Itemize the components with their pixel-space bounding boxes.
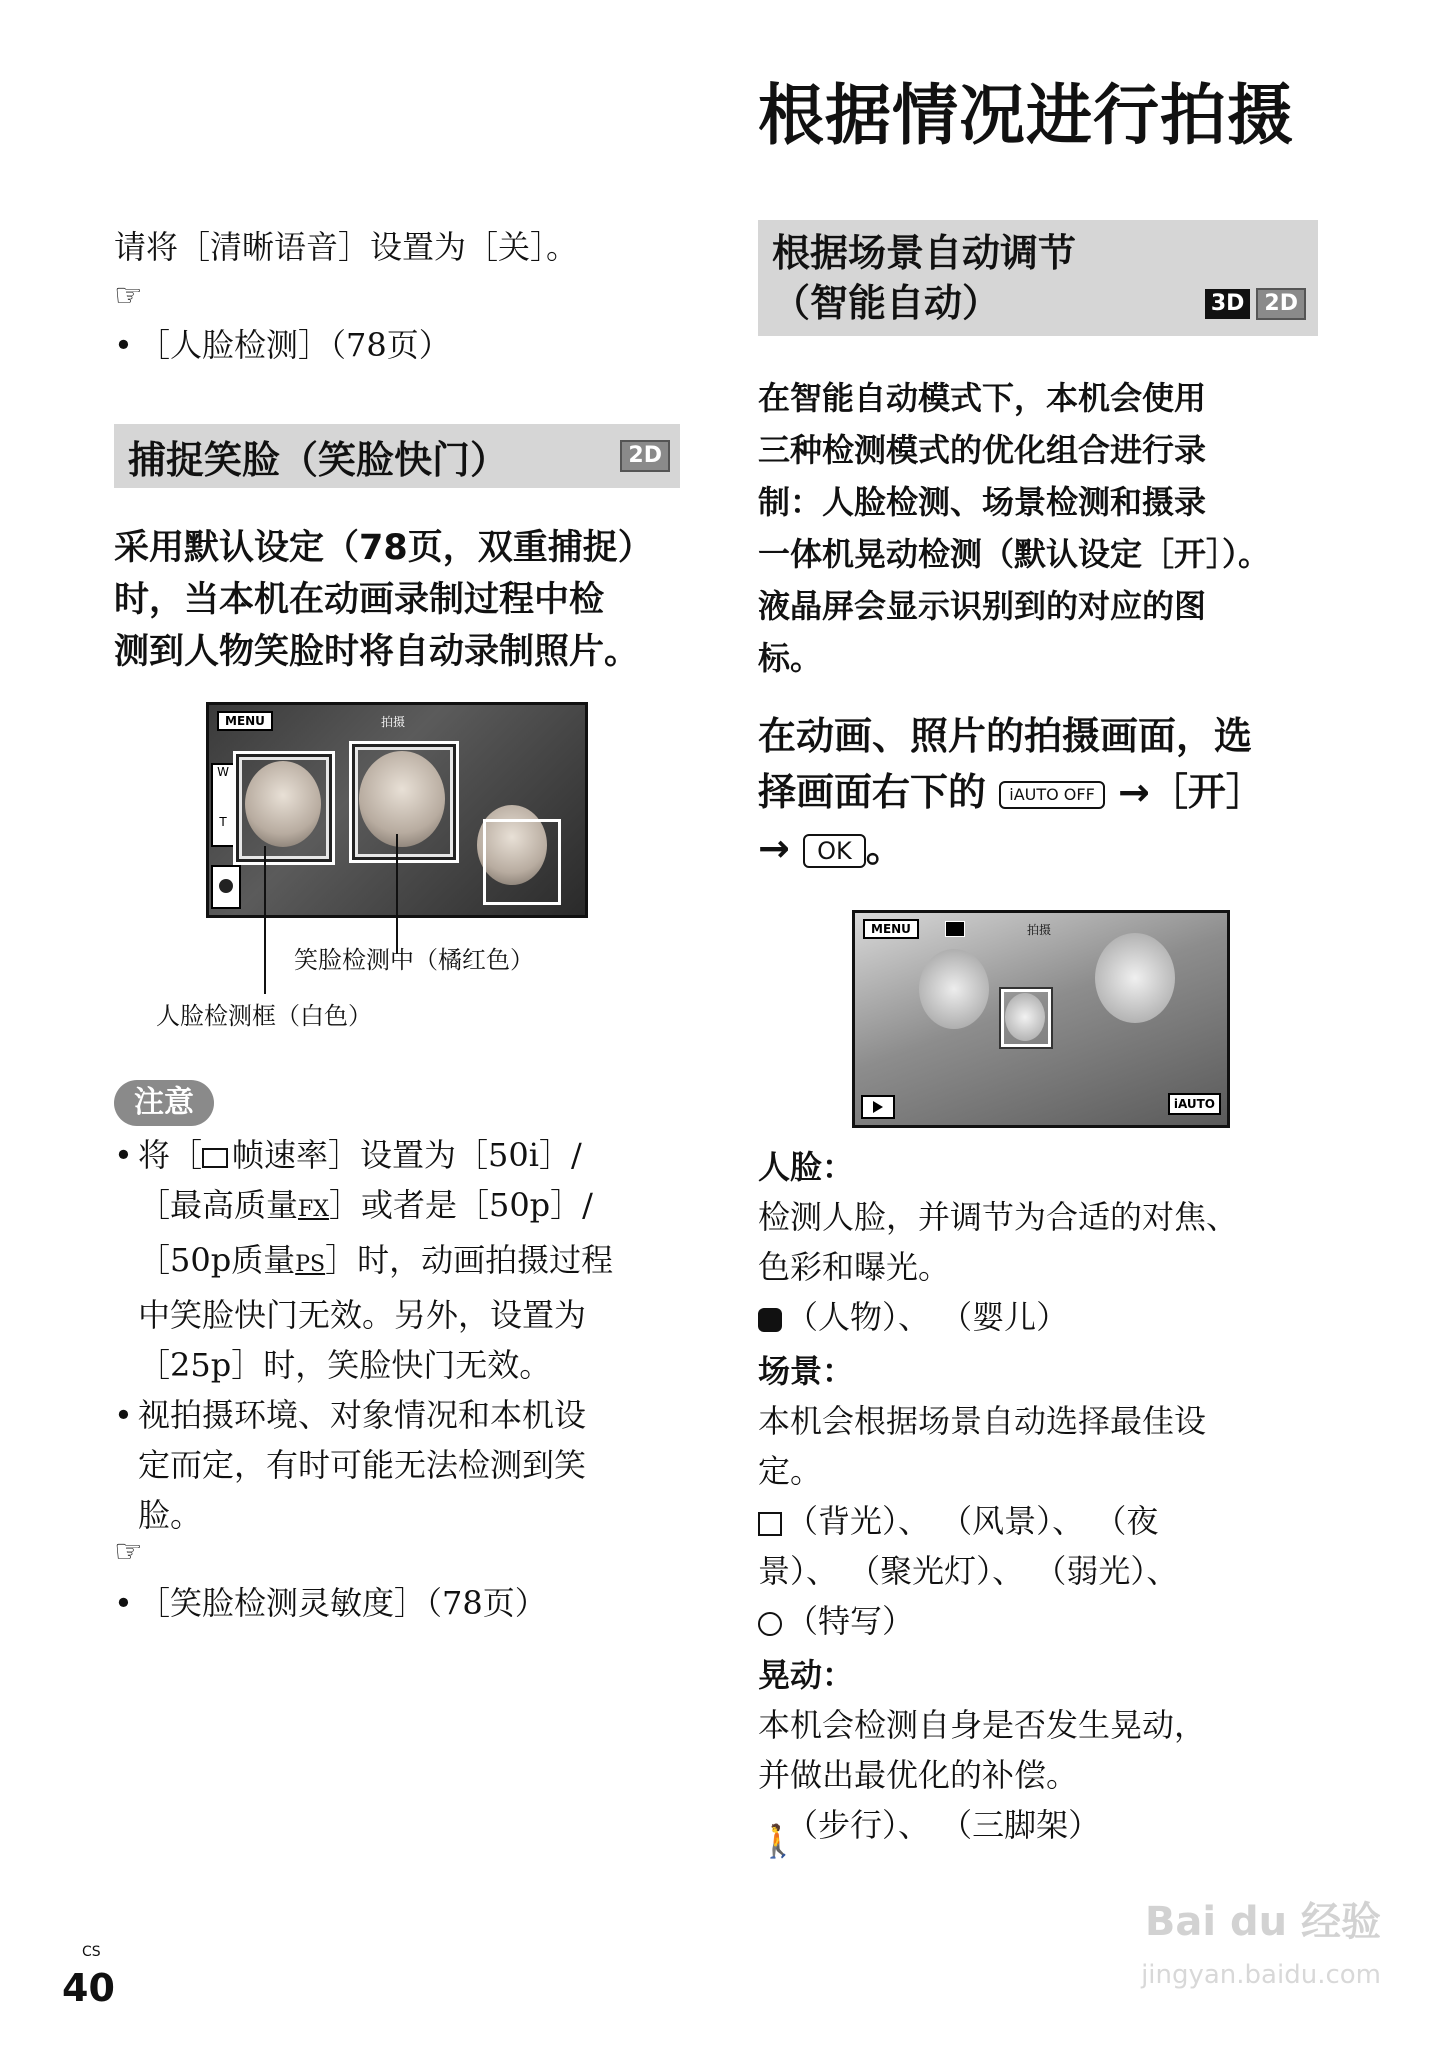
iauto-button[interactable]: iAUTO <box>1168 1093 1221 1115</box>
list-item-continued <box>114 1440 680 1490</box>
ref-link-face-detect[interactable]: ［人脸检测］（78页） <box>138 326 451 364</box>
adult-face <box>919 949 989 1029</box>
scene-icons-text: （背光）、 （风景）、 （夜 <box>786 1502 1159 1540</box>
reference-hand-icon: ☞ <box>114 1532 143 1570</box>
ps-quality-icon: PS <box>295 1252 326 1277</box>
face-icons-text: （人物）、 （婴儿） <box>786 1298 1069 1336</box>
callout-smile-detecting: 笑脸检测中（橘红色） <box>294 946 534 974</box>
person-scene-icon <box>945 921 965 937</box>
paragraph-line: 一体机晃动检测（默认设定［开］）。 <box>758 535 1271 573</box>
step-text: 择画面右下的 <box>758 770 987 814</box>
play-icon <box>873 1101 883 1113</box>
list-item-continued <box>114 1490 680 1540</box>
page-number: 40 <box>62 1966 115 2010</box>
note-text: 帧速率］设置为［50i］/ <box>232 1136 582 1174</box>
scene-icons-line <box>758 1496 1318 1546</box>
note-badge: 注意 <box>114 1080 214 1126</box>
note-text: ［最高质量 <box>138 1186 299 1224</box>
section-title: 根据场景自动调节 <box>772 231 1077 275</box>
face-mode-text: 检测人脸，并调节为合适的对焦、 <box>758 1198 1239 1236</box>
smile-shutter-description <box>114 522 680 678</box>
paragraph-line: 三种检测模式的优化组合进行录 <box>758 431 1207 469</box>
scene-icons-line: 景）、 （聚光灯）、 （弱光）、 <box>758 1552 1179 1590</box>
note-text: ［25p］时，笑脸快门无效。 <box>138 1346 552 1384</box>
callout-line-orange <box>396 834 398 954</box>
list-item-continued <box>114 1290 680 1340</box>
step-text: 。 <box>865 826 904 870</box>
step-line <box>758 764 1318 820</box>
list-item-continued <box>114 1340 680 1390</box>
face-detect-frame <box>233 751 335 865</box>
list-item: • 视拍摄环境、对象情况和本机设 <box>114 1390 680 1440</box>
note-text: ］或者是［50p］/ <box>328 1186 593 1224</box>
section-subtitle: （智能自动） <box>772 281 1001 325</box>
face-detect-frame <box>1001 989 1051 1047</box>
zoom-slider[interactable] <box>211 763 235 847</box>
scene-icons-line <box>758 1596 1318 1646</box>
scene-mode-text: 本机会根据场景自动选择最佳设 <box>758 1402 1207 1440</box>
detection-modes <box>758 1142 1318 1860</box>
shoot-label: 拍摄 <box>1027 923 1052 937</box>
page-language-code: CS <box>82 1944 101 1960</box>
menu-button[interactable]: MENU <box>863 919 919 939</box>
paragraph-line: 测到人物笑脸时将自动录制照片。 <box>114 632 640 672</box>
paragraph-line: 在智能自动模式下，本机会使用 <box>758 379 1207 417</box>
scene-mode-text: 定。 <box>758 1452 823 1490</box>
zoom-wide-label: W <box>217 765 229 779</box>
shoot-label: 拍摄 <box>381 715 406 729</box>
walking-icon: 🚶 <box>758 1821 798 1860</box>
face-mode-icons <box>758 1292 1318 1342</box>
arrow-icon: → <box>758 826 790 870</box>
scene-icons-text: （特写） <box>786 1602 915 1640</box>
section-header-smile-shutter <box>114 424 680 488</box>
fx-quality-icon: FX <box>298 1197 329 1222</box>
record-dot-icon <box>219 879 233 893</box>
notes-list <box>114 1130 680 1540</box>
shake-mode-text: 本机会检测自身是否发生晃动， <box>758 1706 1207 1744</box>
playback-button[interactable] <box>861 1095 895 1119</box>
backlight-icon <box>758 1512 782 1536</box>
mode-2d-badge: 2D <box>620 440 670 472</box>
baidu-watermark-logo: Bai du 经验 <box>1144 1899 1381 1945</box>
instruction-step <box>758 708 1318 876</box>
paragraph-line: 标。 <box>758 639 823 677</box>
shake-icons-text: （步行）、 （三脚架） <box>786 1806 1101 1844</box>
scene-mode-heading: 场景： <box>758 1352 855 1390</box>
section-title: 捕捉笑脸（笑脸快门） <box>128 437 509 482</box>
list-item: • ［人脸检测］（78页） <box>114 320 680 370</box>
step-text: →［开］ <box>1118 770 1264 814</box>
callout-face-frame: 人脸检测框（白色） <box>156 1002 372 1030</box>
iauto-off-button[interactable]: iAUTO OFF <box>999 781 1105 809</box>
paragraph-line: 采用默认设定（78页，双重捕捉） <box>114 528 653 568</box>
frame-rate-icon <box>202 1148 228 1168</box>
list-item: • ［笑脸检测灵敏度］（78页） <box>114 1578 680 1628</box>
face-mode-heading: 人脸： <box>758 1148 855 1186</box>
shake-mode-heading: 晃动： <box>758 1656 855 1694</box>
note-text: ［50p质量 <box>138 1241 296 1279</box>
list-item-continued <box>114 1180 680 1235</box>
macro-icon <box>758 1612 782 1636</box>
mode-2d-badge: 2D <box>1256 288 1306 320</box>
shake-icons-line <box>758 1800 1318 1860</box>
intelligent-auto-description <box>758 372 1318 684</box>
camera-screen-family-example <box>852 910 1230 1128</box>
section-header-intelligent-auto <box>758 220 1318 336</box>
note-text: 视拍摄环境、对象情况和本机设 <box>138 1396 587 1434</box>
step-line: 在动画、照片的拍摄画面，选 <box>758 714 1253 758</box>
ref-link-smile-sensitivity[interactable]: ［笑脸检测灵敏度］（78页） <box>138 1584 547 1622</box>
note-text: 脸。 <box>138 1496 203 1534</box>
mode-3d-badge: 3D <box>1205 289 1251 319</box>
record-button[interactable] <box>211 865 241 909</box>
note-text: 定而定，有时可能无法检测到笑 <box>138 1446 587 1484</box>
shake-mode-text: 并做出最优化的补偿。 <box>758 1756 1079 1794</box>
callout-line-white <box>264 846 266 994</box>
paragraph-line: 时，当本机在动画录制过程中检 <box>114 580 605 620</box>
zoom-tele-label: T <box>219 815 227 829</box>
baidu-watermark-url: jingyan.baidu.com <box>1141 1960 1381 1990</box>
ok-button[interactable]: OK <box>803 834 866 868</box>
face-detect-frame <box>349 741 459 863</box>
note-text: ］时，动画拍摄过程 <box>325 1241 614 1279</box>
menu-button[interactable]: MENU <box>217 711 273 731</box>
portrait-icon <box>758 1308 782 1332</box>
page-title: 根据情况进行拍摄 <box>758 77 1294 154</box>
list-item-continued <box>114 1235 680 1290</box>
paragraph-line: 制：人脸检测、场景检测和摄录 <box>758 483 1207 521</box>
list-item: • 将［ 帧速率］设置为［50i］/ <box>114 1136 582 1174</box>
note-text: 中笑脸快门无效。另外，设置为 <box>138 1296 587 1334</box>
adult-face <box>1095 933 1175 1023</box>
note-text: 将［ <box>138 1136 203 1174</box>
face-mode-text: 色彩和曝光。 <box>758 1248 951 1286</box>
paragraph-line: 液晶屏会显示识别到的对应的图 <box>758 587 1207 625</box>
reference-hand-icon: ☞ <box>114 276 143 314</box>
face-detect-frame <box>483 819 561 905</box>
intro-line: 请将［清晰语音］设置为［关］。 <box>114 228 579 266</box>
step-line <box>758 820 1318 876</box>
